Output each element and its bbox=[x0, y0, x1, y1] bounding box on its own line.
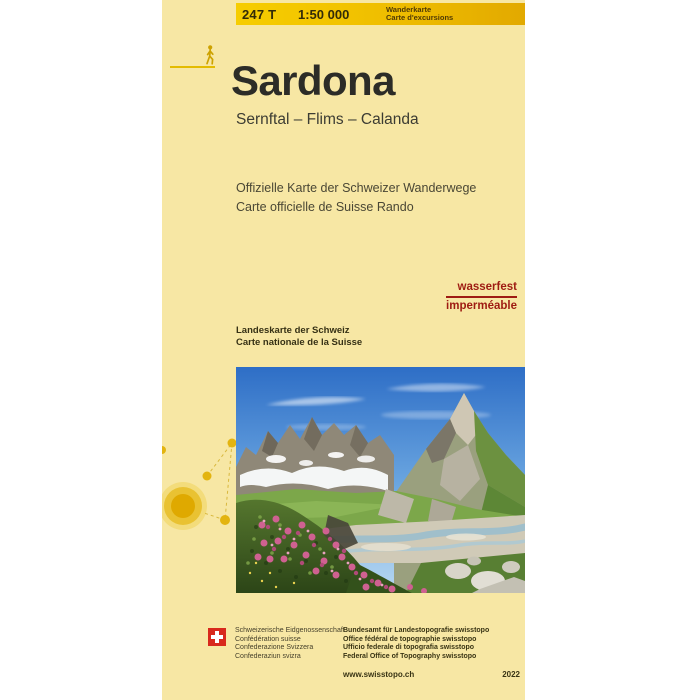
confederation-names bbox=[235, 627, 345, 661]
swiss-cross-horizontal bbox=[211, 635, 222, 638]
official-line-de: Offizielle Karte der Schweizer Wanderwege bbox=[236, 181, 477, 195]
confederation-line: Schweizerische Eidgenossenschaft bbox=[235, 627, 345, 634]
deco-dot-mid bbox=[203, 472, 212, 481]
office-line: Bundesamt für Landestopografie swisstopo bbox=[343, 627, 490, 634]
hiker-icon bbox=[203, 45, 217, 66]
edition-year: 2022 bbox=[502, 670, 520, 679]
cover-sheet bbox=[162, 0, 525, 700]
waterproof-fr: imperméable bbox=[446, 300, 517, 312]
map-number: 247 T bbox=[242, 7, 277, 22]
hiker-divider-line bbox=[170, 66, 215, 68]
topography-office-names bbox=[343, 627, 489, 661]
deco-dot-bottom bbox=[220, 515, 230, 525]
official-lines bbox=[236, 179, 476, 217]
series-fr: Carte nationale de la Suisse bbox=[236, 337, 363, 348]
map-kind-fr: Carte d'excursions bbox=[386, 13, 454, 22]
map-kind bbox=[386, 6, 453, 23]
page-title: Sardona bbox=[231, 57, 395, 104]
series-de: Landeskarte der Schweiz bbox=[236, 325, 350, 336]
swiss-cross-icon bbox=[208, 628, 226, 646]
office-line: Federal Office of Topography swisstopo bbox=[343, 652, 477, 660]
office-line: Ufficio federale di topografia swisstopo bbox=[343, 644, 475, 652]
cover-photo bbox=[236, 367, 525, 593]
deco-dot-edge bbox=[162, 446, 166, 454]
waterproof-de: wasserfest bbox=[446, 281, 517, 298]
office-line: Office fédéral de topographie swisstopo bbox=[343, 635, 477, 643]
official-line-fr: Carte officielle de Suisse Rando bbox=[236, 200, 414, 214]
confederation-line: Confédération suisse bbox=[235, 635, 301, 643]
page-subtitle: Sernftal – Flims – Calanda bbox=[236, 111, 419, 128]
header-band bbox=[236, 3, 525, 25]
website-url: www.swisstopo.ch bbox=[343, 670, 415, 679]
map-scale: 1:50 000 bbox=[298, 7, 350, 22]
confederation-line: Confederaziun svizra bbox=[235, 652, 301, 660]
waterproof-badge bbox=[446, 281, 517, 312]
map-kind-de: Wanderkarte bbox=[386, 4, 432, 14]
confederation-line: Confederazione Svizzera bbox=[235, 644, 314, 652]
series-label bbox=[236, 325, 362, 349]
